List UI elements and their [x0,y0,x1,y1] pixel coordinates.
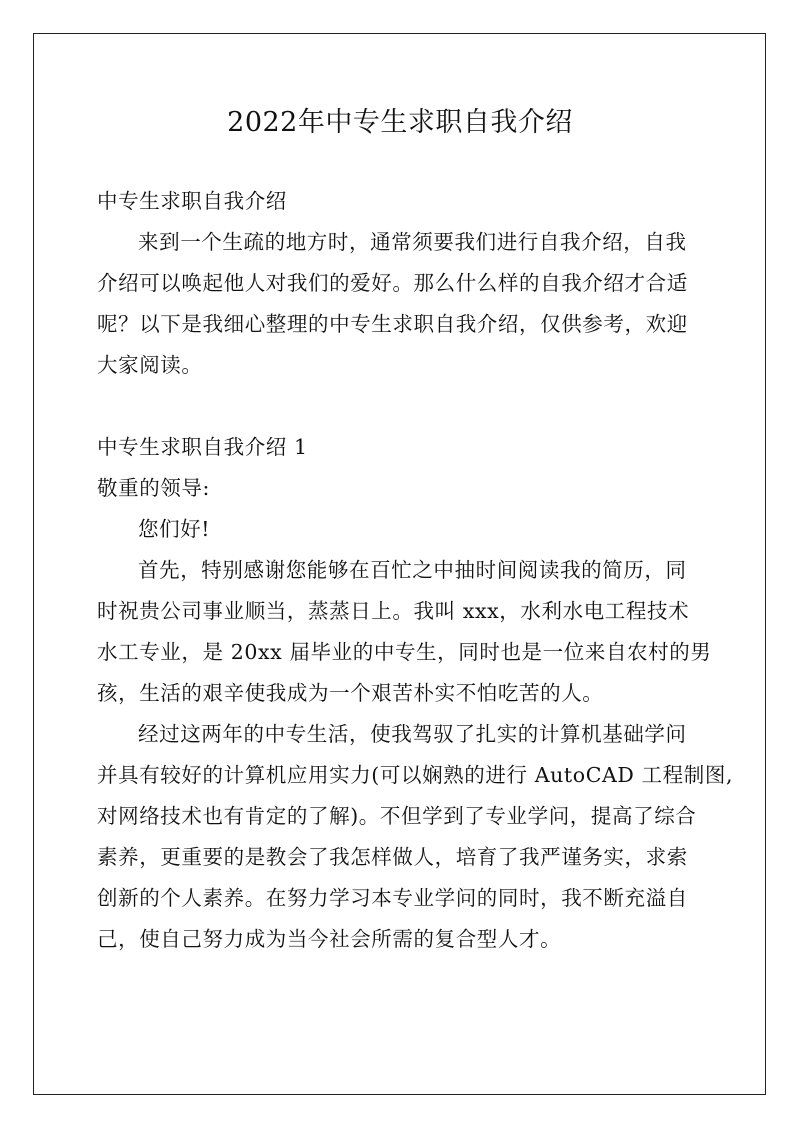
paragraph-line: 并具有较好的计算机应用实力(可以娴熟的进行 AutoCAD 工程制图, [97,763,734,787]
document-title: 2022年中专生求职自我介绍 [227,107,573,138]
paragraph-line: 时祝贵公司事业顺当，蒸蒸日上。我叫 xxx，水利水电工程技术 [97,599,690,623]
sub-heading: 中专生求职自我介绍 1 [97,435,308,459]
paragraph-line: 大家阅读。 [97,353,203,377]
greeting: 您们好! [138,517,211,541]
blank-line [97,386,709,427]
salutation: 敬重的领导: [97,476,211,500]
paragraph-line: 创新的个人素养。在努力学习本专业学问的同时，我不断充溢自 [97,886,688,910]
paragraph-line: 呢？以下是我细心整理的中专生求职自我介绍，仅供参考，欢迎 [97,312,688,336]
paragraph-1 [97,550,712,714]
paragraph-line: 对网络技术也有肯定的了解)。不但学到了专业学问，提高了综合 [97,804,697,828]
paragraph-line: 素养，更重要的是教会了我怎样做人，培育了我严谨务实，求索 [97,845,688,869]
intro-paragraph [97,222,709,386]
paragraph-line: 己，使自己努力成为当今社会所需的复合型人才。 [97,927,562,951]
paragraph-line: 首先，特别感谢您能够在百忙之中抽时间阅读我的简历，同 [138,558,687,582]
paragraph-line: 水工专业，是 20xx 届毕业的中专生，同时也是一位来自农村的男 [97,640,712,664]
paragraph-line: 介绍可以唤起他人对我们的爱好。那么什么样的自我介绍才合适 [97,271,688,295]
paragraph-2 [97,714,734,960]
paragraph-line: 孩，生活的艰辛使我成为一个艰苦朴实不怕吃苦的人。 [97,681,604,705]
paragraph-line: 来到一个生疏的地方时，通常须要我们进行自我介绍，自我 [138,230,687,254]
section-heading: 中专生求职自我介绍 [97,189,287,213]
document-body [97,181,734,960]
paragraph-line: 经过这两年的中专生活，使我驾驭了扎实的计算机基础学问 [138,722,687,746]
